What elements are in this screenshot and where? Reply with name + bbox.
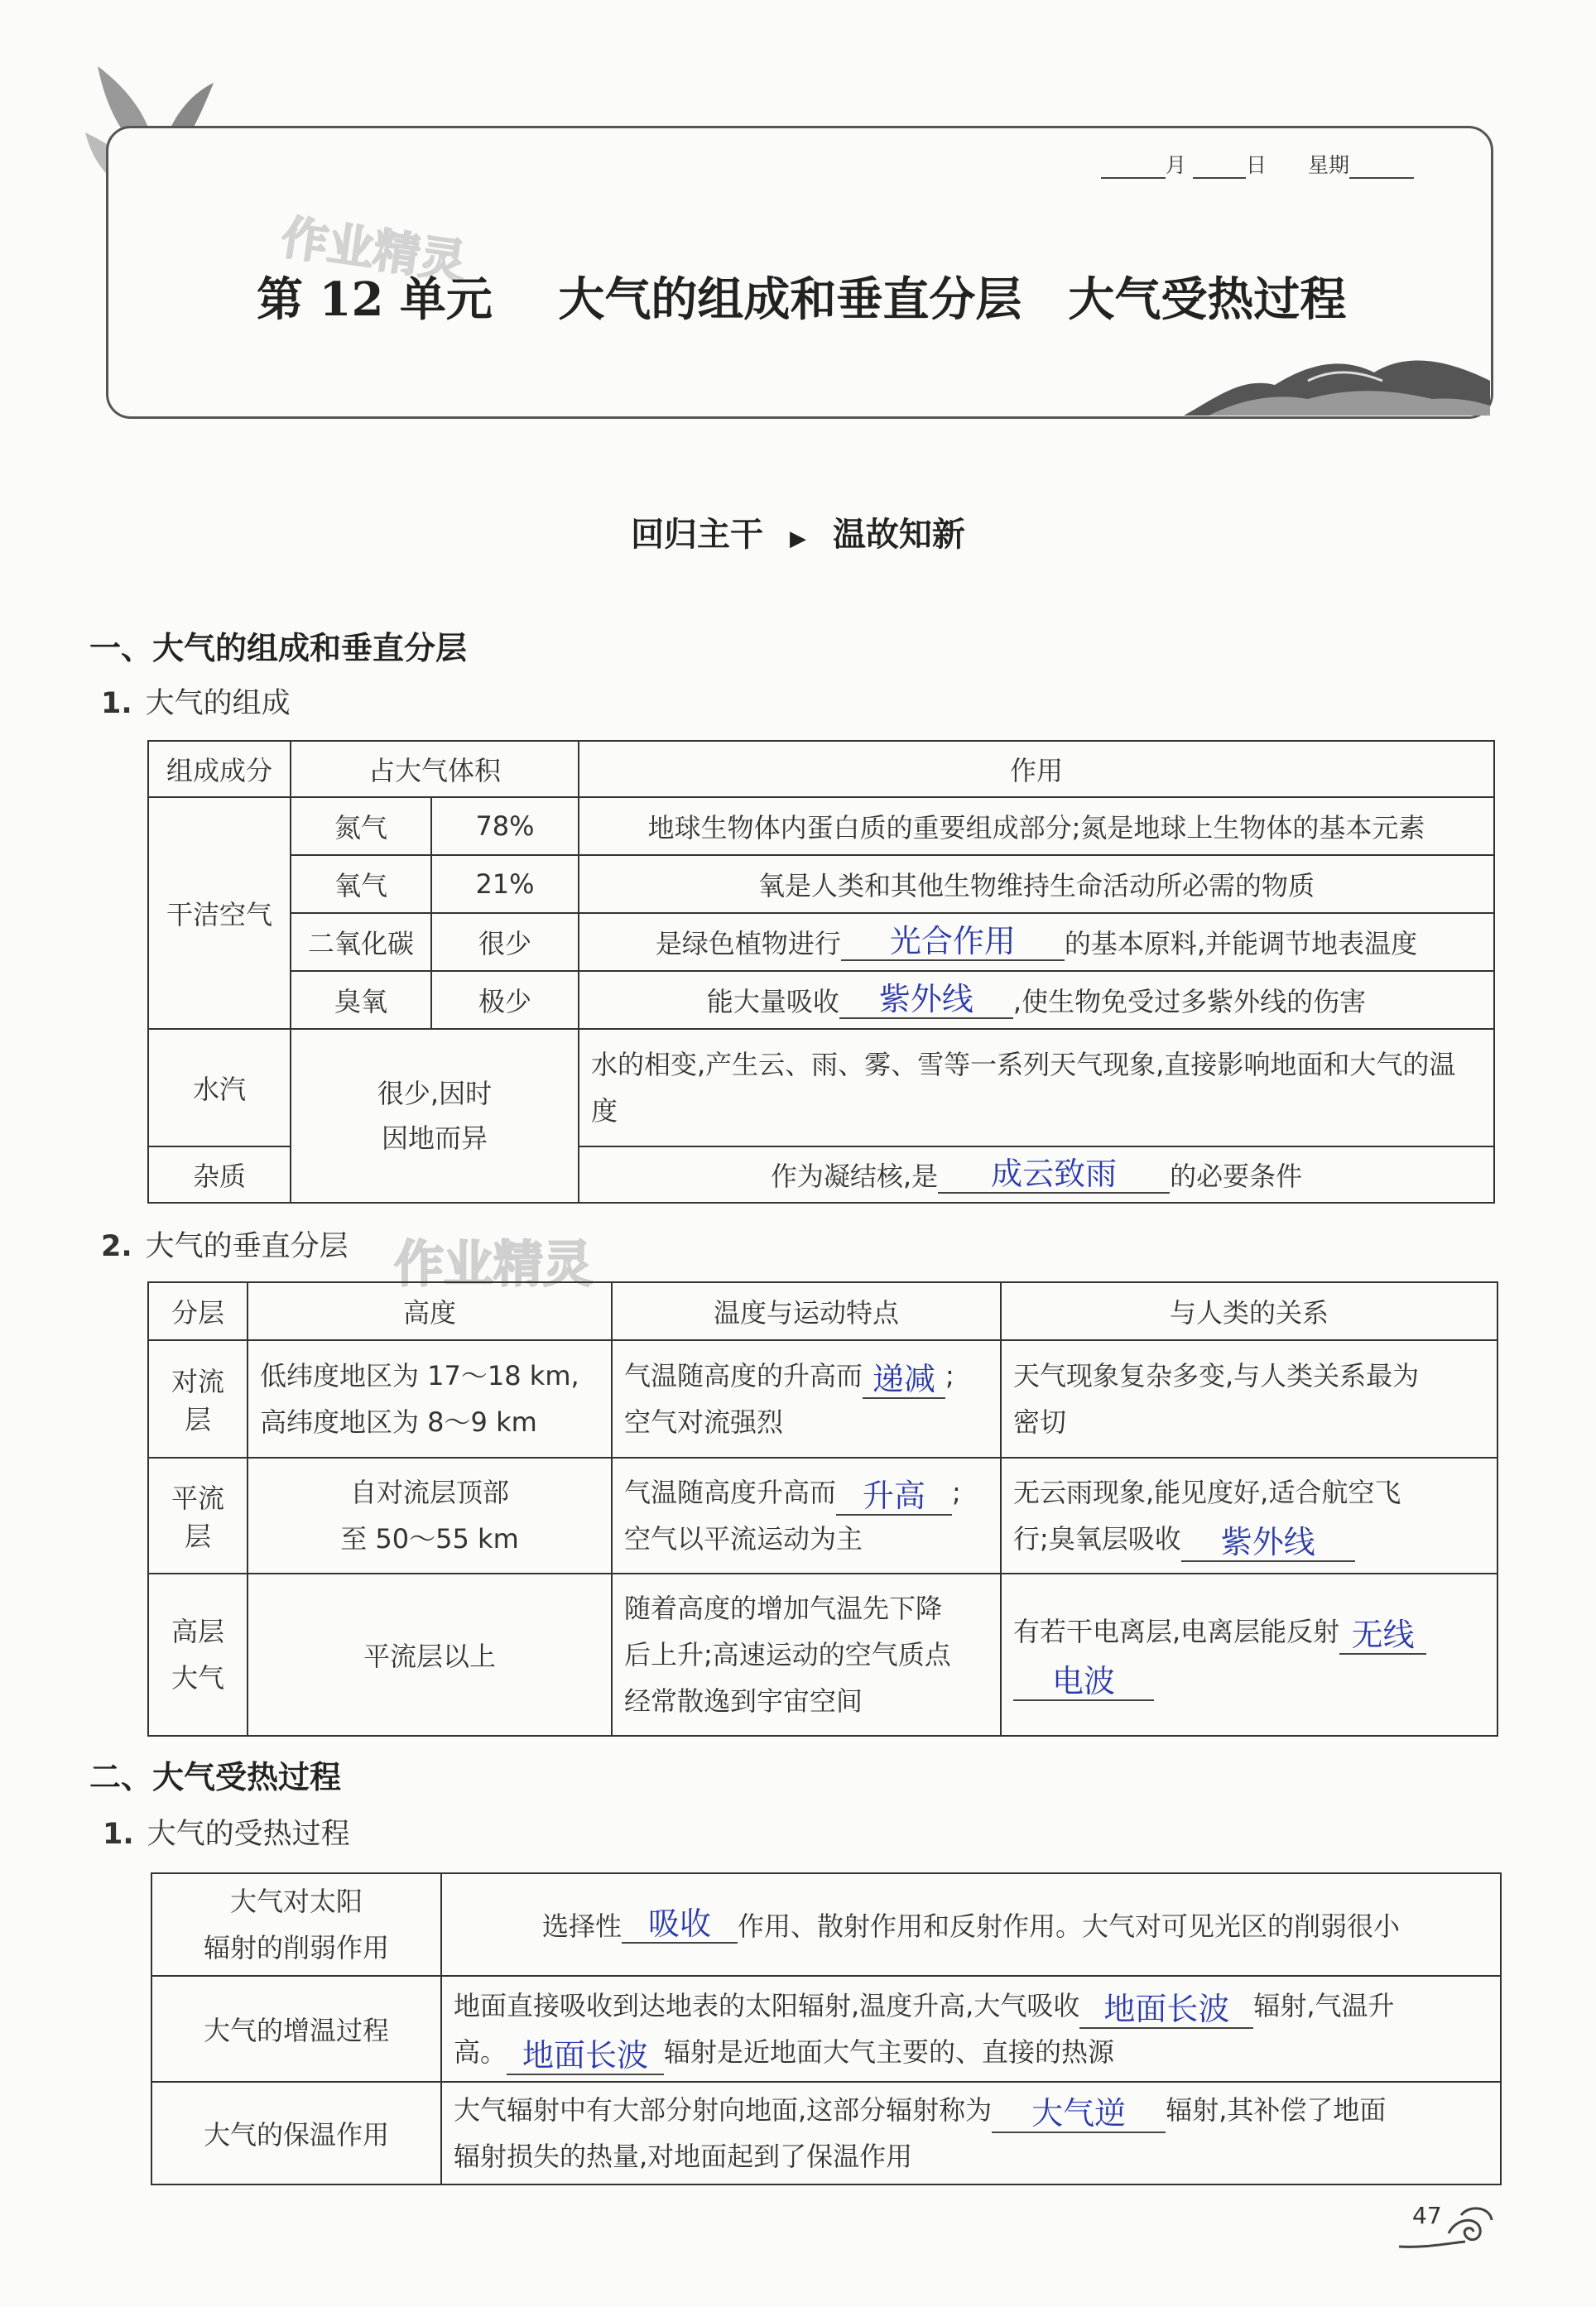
gas-volume: 78%: [431, 797, 579, 855]
gas-effect: [579, 913, 1494, 971]
answer-blank[interactable]: 吸收: [622, 1907, 738, 1944]
process-text: 高。: [454, 2036, 507, 2068]
layer-temp: [612, 1458, 1001, 1574]
effect-text: 是绿色植物进行: [655, 928, 841, 959]
process-description: [441, 1873, 1501, 1976]
relation-line: 密切: [1013, 1406, 1067, 1438]
answer-blank[interactable]: 电波: [1013, 1665, 1154, 1701]
process-text: 辐射是近地面大气主要的、直接的热源: [664, 2036, 1115, 2068]
effect-text: 的基本原料,并能调节地表温度: [1064, 928, 1418, 959]
page-number: 47: [1412, 2202, 1442, 2229]
th-effect: 作用: [579, 741, 1494, 797]
heating-table: [151, 1872, 1502, 2185]
banner-right: 温故知新: [832, 516, 965, 554]
dry-air-label: 干洁空气: [148, 797, 291, 1029]
layer-table: [147, 1281, 1498, 1737]
effect-text: 的必要条件: [1170, 1161, 1303, 1192]
section1-sub1: [101, 680, 291, 722]
play-arrow-icon: ▶: [790, 526, 806, 551]
temp-line: 随着高度的增加气温先下降: [624, 1593, 943, 1624]
day-label: 日: [1245, 153, 1267, 177]
unit-title: [257, 263, 1346, 329]
gas-name: 臭氧: [291, 971, 431, 1029]
layer-height: [248, 1340, 612, 1458]
answer-blank[interactable]: 大气逆: [992, 2097, 1166, 2133]
process-text: 辐射,气温升: [1253, 1990, 1395, 2021]
answer-blank[interactable]: 递减: [863, 1363, 945, 1399]
th-relation: 与人类的关系: [1001, 1282, 1497, 1340]
section1-title: 一、大气的组成和垂直分层: [89, 630, 468, 666]
answer-blank[interactable]: 光合作用: [841, 925, 1065, 961]
date-line: [1101, 149, 1414, 179]
temp-text: 气温随高度的升高而: [624, 1360, 863, 1391]
process-text: 选择性: [541, 1910, 622, 1942]
shared-volume-line: 很少,因时: [377, 1077, 493, 1109]
impurities-effect: [579, 1146, 1494, 1203]
th-layer: 分层: [148, 1282, 248, 1340]
effect-text: 作为凝结核,是: [770, 1161, 939, 1192]
layer-relation: [1001, 1340, 1497, 1458]
th-height: 高度: [248, 1282, 612, 1340]
answer-blank[interactable]: 紫外线: [1181, 1526, 1355, 1562]
sub1-number: 1.: [103, 1818, 134, 1851]
shared-volume: [291, 1029, 579, 1203]
height-line: 高纬度地区为 8～9 km: [260, 1406, 537, 1438]
gas-name: 氮气: [291, 797, 431, 855]
process-text: 地面直接吸收到达地表的太阳辐射,温度升高,大气吸收: [454, 1990, 1080, 2021]
layer-name: 对流层: [148, 1340, 248, 1458]
height-line: 至 50～55 km: [340, 1523, 519, 1555]
layer-relation: [1001, 1574, 1497, 1736]
composition-table: [147, 740, 1495, 1204]
gas-effect: 氧是人类和其他生物维持生命活动所必需的物质: [579, 855, 1494, 913]
layer-name-line: 大气: [171, 1662, 224, 1694]
sub1-text: 大气的受热过程: [147, 1818, 350, 1851]
shared-volume-line: 因地而异: [381, 1122, 488, 1154]
layer-name: [148, 1574, 248, 1736]
relation-line: 天气现象复杂多变,与人类关系最为: [1013, 1360, 1420, 1391]
watermark: 作业精灵: [394, 1236, 593, 1294]
sub1-text: 大气的组成: [145, 687, 291, 720]
sub2-number: 2.: [101, 1230, 132, 1263]
process-label: [151, 1873, 441, 1976]
height-line: 低纬度地区为 17～18 km,: [260, 1360, 579, 1391]
process-label: 大气的增温过程: [151, 1976, 441, 2082]
answer-blank[interactable]: 紫外线: [839, 983, 1013, 1019]
answer-blank[interactable]: 升高: [836, 1479, 952, 1516]
layer-temp: [612, 1574, 1001, 1736]
layer-height: [248, 1458, 612, 1574]
height-line: 自对流层顶部: [349, 1477, 509, 1508]
process-label: 大气的保温作用: [151, 2082, 441, 2184]
process-description: [441, 2082, 1501, 2184]
temp-line: 空气以平流运动为主: [624, 1523, 863, 1555]
process-label-line: 辐射的削弱作用: [203, 1932, 389, 1963]
unit-label: 第 12 单元: [257, 272, 493, 327]
weekday-blank[interactable]: [1349, 177, 1414, 179]
process-description: [441, 1976, 1501, 2082]
layer-relation: [1001, 1458, 1497, 1574]
month-blank[interactable]: [1101, 177, 1166, 179]
process-text: 辐射,其补偿了地面: [1166, 2094, 1387, 2126]
th-component: 组成成分: [148, 741, 291, 797]
temp-line: 后上升;高速运动的空气质点: [624, 1639, 951, 1670]
th-volume: 占大气体积: [291, 741, 579, 797]
layer-height: 平流层以上: [248, 1574, 612, 1736]
section2-sub1: [103, 1811, 350, 1853]
layer-name-line: 高层: [171, 1616, 224, 1647]
day-blank[interactable]: [1193, 177, 1246, 179]
impurities-label: 杂质: [148, 1146, 291, 1203]
temp-text: 气温随高度升高而: [624, 1477, 837, 1508]
banner-left: 回归主干: [631, 516, 764, 554]
relation-line: 无云雨现象,能见度好,适合航空飞: [1013, 1477, 1401, 1508]
gas-effect: [579, 971, 1494, 1029]
layer-name: 平流层: [148, 1458, 248, 1574]
answer-blank[interactable]: 成云致雨: [938, 1157, 1170, 1194]
section-banner: [0, 508, 1596, 555]
mountain-decoration: [1184, 348, 1490, 416]
gas-volume: 很少: [431, 913, 579, 971]
water-vapor-label: 水汽: [148, 1029, 291, 1146]
answer-blank[interactable]: 地面长波: [507, 2039, 664, 2075]
answer-blank[interactable]: 无线: [1339, 1618, 1426, 1655]
gas-name: 二氧化碳: [291, 913, 431, 971]
gas-volume: 极少: [431, 971, 579, 1029]
section2-title: 二、大气受热过程: [89, 1759, 342, 1795]
temp-text: ;: [945, 1360, 954, 1391]
th-temp: 温度与运动特点: [612, 1282, 1001, 1340]
layer-temp: [612, 1340, 1001, 1458]
gas-name: 氧气: [291, 855, 431, 913]
gas-effect: 地球生物体内蛋白质的重要组成部分;氮是地球上生物体的基本元素: [579, 797, 1494, 855]
sub2-text: 大气的垂直分层: [145, 1230, 349, 1263]
effect-text: 能大量吸收: [706, 986, 839, 1017]
month-label: 月: [1166, 153, 1187, 177]
temp-line: 经常散逸到宇宙空间: [624, 1685, 863, 1717]
answer-blank[interactable]: 地面长波: [1079, 1992, 1253, 2029]
process-text: 作用、散射作用和反射作用。大气对可见光区的削弱很小: [738, 1910, 1401, 1942]
temp-text: ;: [952, 1477, 961, 1508]
process-line: 辐射损失的热量,对地面起到了保温作用: [454, 2141, 913, 2172]
watermark: 作业精灵: [277, 210, 469, 291]
process-label-line: 大气对太阳: [229, 1886, 363, 1917]
relation-text: 有若干电离层,电离层能反射: [1013, 1616, 1340, 1647]
unit-title-text: 大气的组成和垂直分层 大气受热过程: [558, 272, 1347, 327]
weekday-label: 星期: [1307, 153, 1349, 177]
water-vapor-effect: 水的相变,产生云、雨、雾、雪等一系列天气现象,直接影响地面和大气的温度: [579, 1029, 1494, 1146]
cloud-swirl-icon: [1399, 2200, 1498, 2250]
section1-sub2: [101, 1223, 349, 1265]
relation-text: 行;臭氧层吸收: [1013, 1523, 1181, 1555]
effect-text: ,使生物免受过多紫外线的伤害: [1012, 986, 1367, 1017]
sub1-number: 1.: [101, 687, 132, 720]
temp-line: 空气对流强烈: [624, 1406, 784, 1438]
process-text: 大气辐射中有大部分射向地面,这部分辐射称为: [454, 2094, 993, 2126]
gas-volume: 21%: [431, 855, 579, 913]
